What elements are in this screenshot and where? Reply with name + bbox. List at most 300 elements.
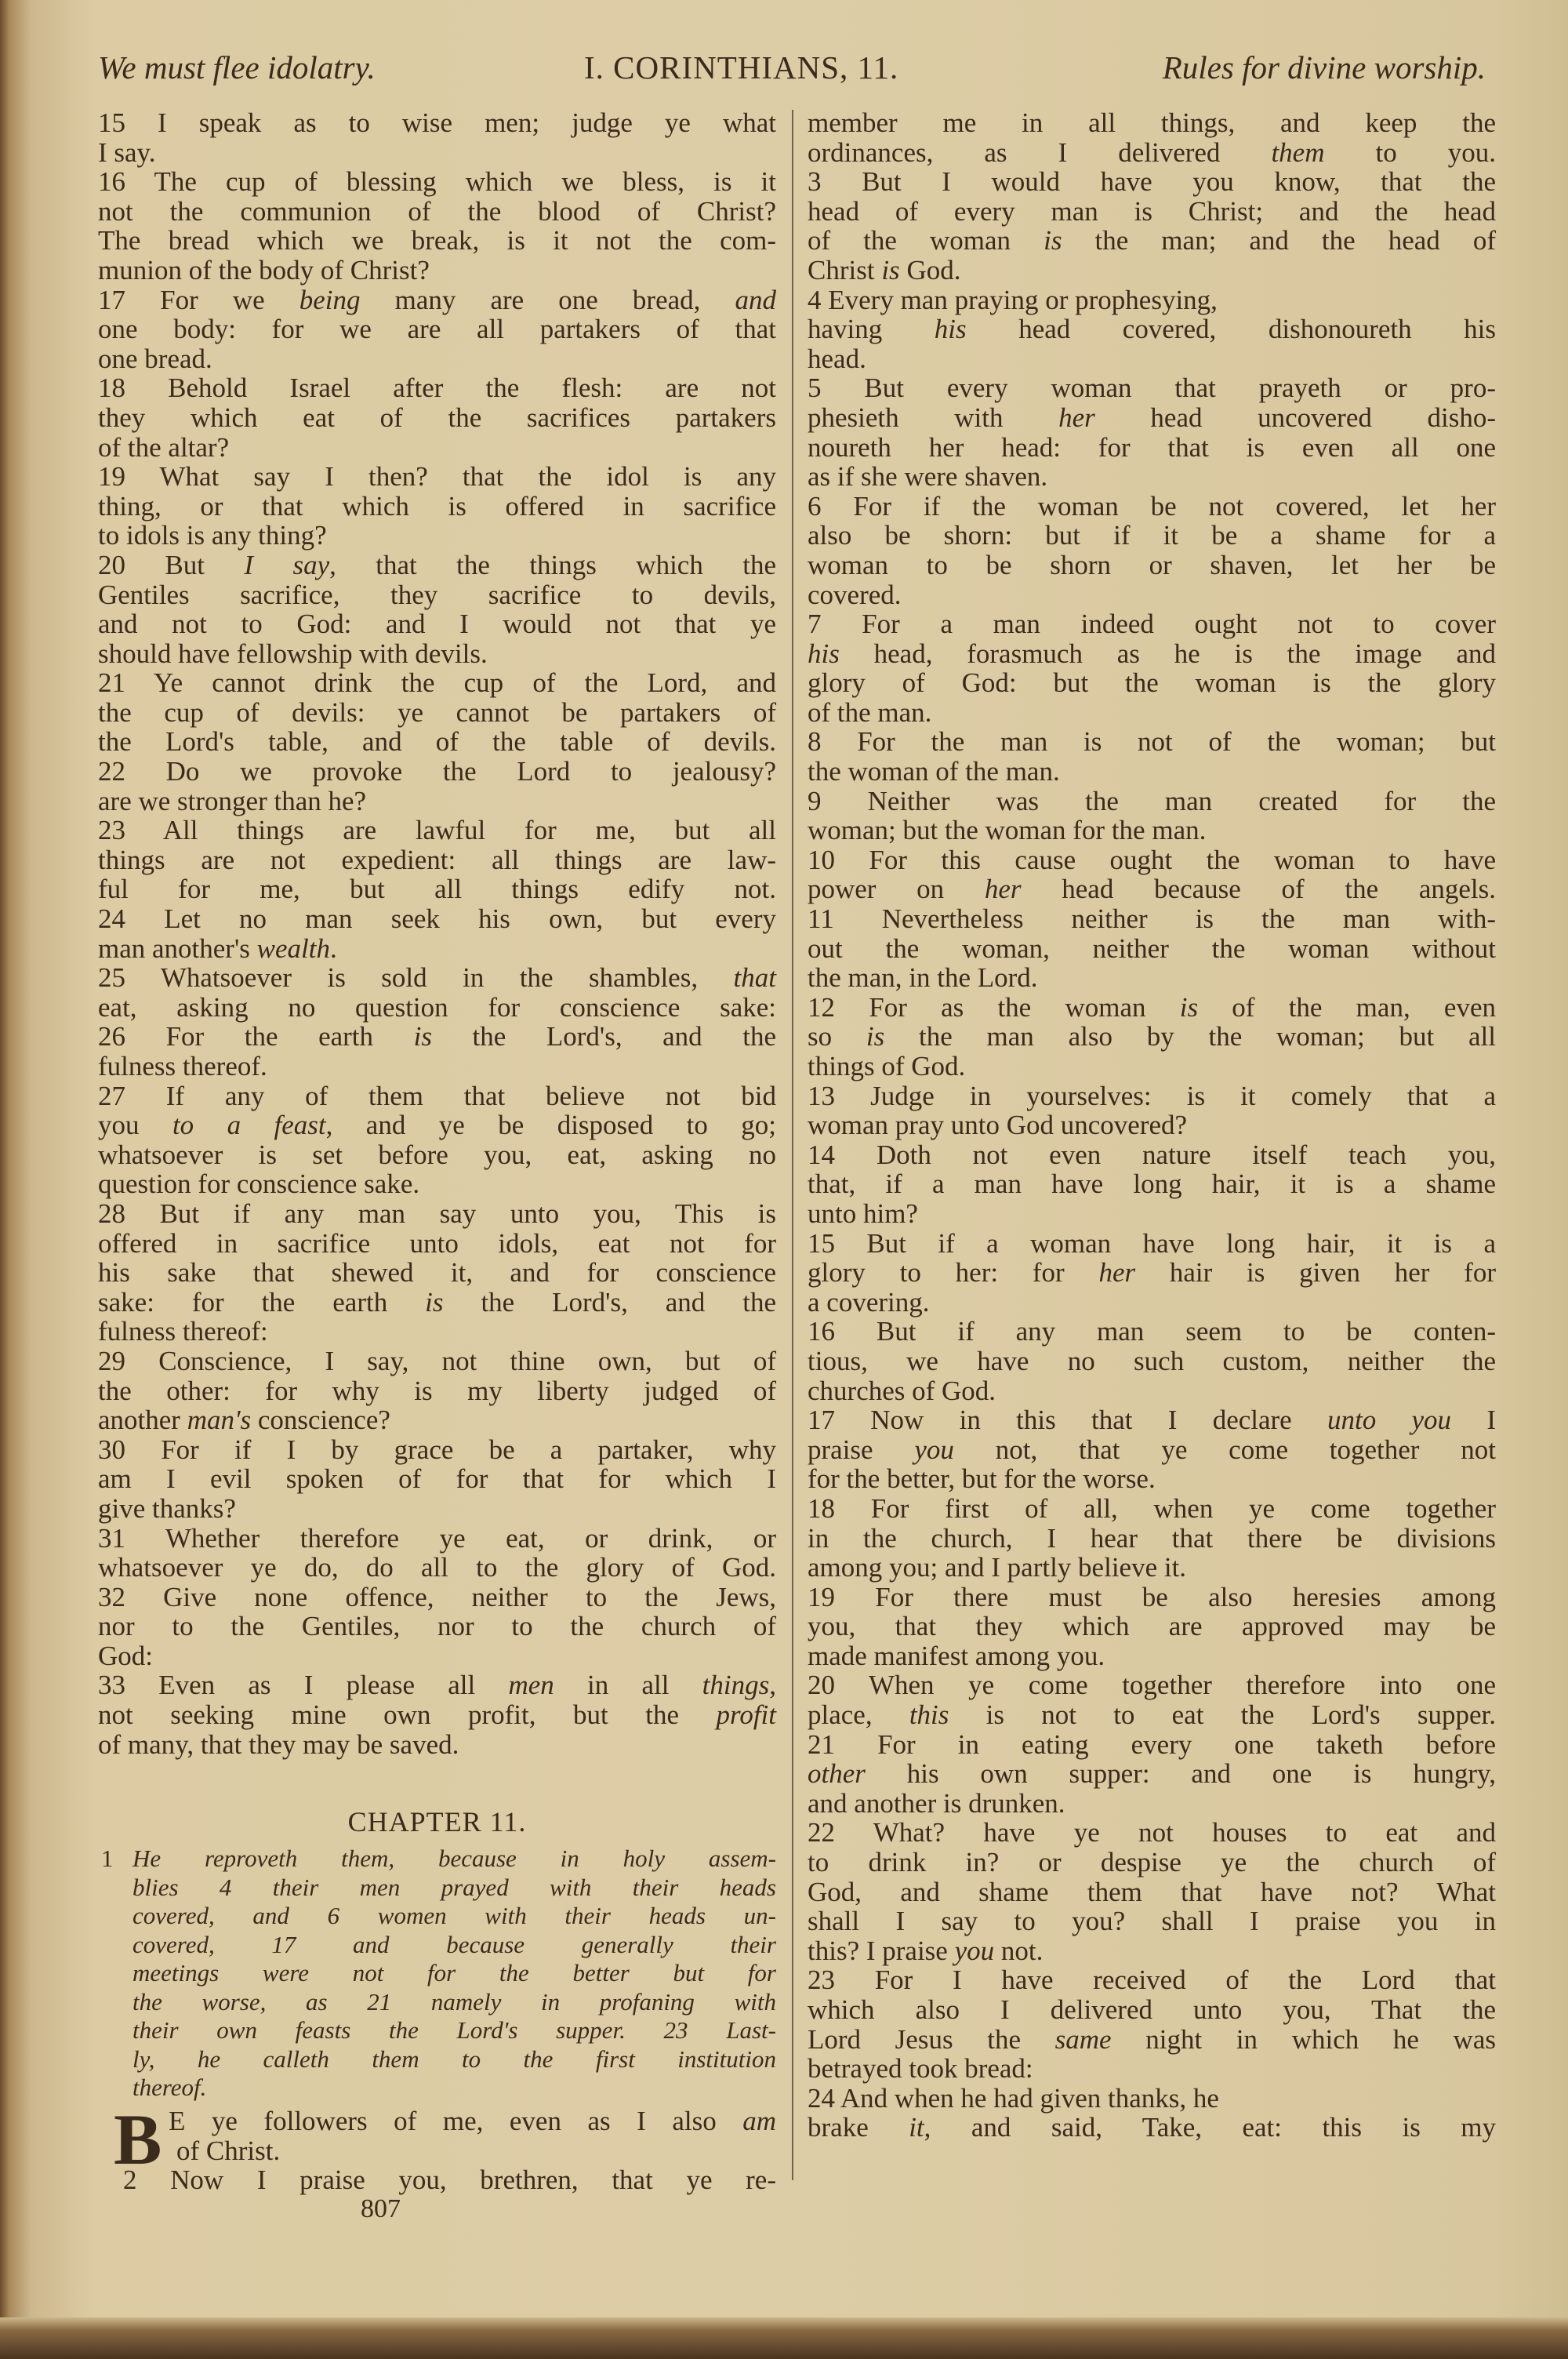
italic-text: you (954, 1935, 995, 1966)
italic-text: his (808, 638, 840, 669)
text: praise (808, 1434, 915, 1465)
italic-text: his (934, 314, 967, 345)
text: out the woman, neither the woman without (808, 932, 1496, 964)
text: head, forasmuch as he is the image and (839, 638, 1496, 669)
text: , and ye be disposed to go; (325, 1110, 777, 1141)
text: 28 But if any man say unto you, This is (98, 1198, 776, 1229)
text: 5 But every woman that prayeth or pro- (808, 373, 1496, 404)
italic-text: her (1058, 402, 1095, 433)
header-book-chapter: I. CORINTHIANS, 11. (584, 49, 899, 85)
text: one bread. (98, 343, 212, 374)
text: of the altar? (98, 431, 230, 463)
text-line (808, 1464, 1496, 1494)
text: Christ (808, 254, 882, 285)
text: 30 For if I by grace be a partaker, why (98, 1434, 776, 1465)
opening-line: of Christ. (176, 2135, 281, 2166)
text: 22 What? have ye not houses to eat and (808, 1817, 1496, 1848)
text-line (98, 167, 776, 197)
text: 25 Whatsoever is sold in the shambles, (98, 962, 734, 994)
text: . (329, 932, 337, 964)
text-line (808, 1524, 1496, 1554)
text: many are one bread, (360, 284, 735, 315)
text-line (98, 1524, 776, 1554)
text-line (808, 1906, 1496, 1936)
text: woman to be shorn or shaven, let her be (808, 549, 1496, 580)
text-line (808, 1612, 1496, 1641)
text: 21 Ye cannot drink the cup of the Lord, and (98, 667, 776, 699)
page-number: 807 (361, 2194, 401, 2223)
summary-line (98, 1988, 776, 2017)
text-line (98, 1258, 776, 1288)
text-line (808, 904, 1496, 934)
text-line (808, 551, 1496, 580)
text: of the man. (808, 696, 932, 728)
italic-text: this (909, 1699, 949, 1731)
summary-number: 1 (101, 1845, 114, 1872)
italic-text: you (914, 1434, 954, 1465)
text: brake (808, 2112, 909, 2143)
italic-text: them (1271, 136, 1325, 168)
text-line (808, 1376, 1496, 1406)
text: in all (554, 1670, 702, 1701)
text: things are not expedient: all things are law- (98, 844, 776, 875)
text-line (98, 1081, 776, 1111)
opening-italic: am (742, 2106, 776, 2136)
text: the Lord's, and the (443, 1286, 776, 1318)
text-line (808, 1936, 1496, 1966)
text: not. (994, 1935, 1044, 1966)
text-line (98, 1169, 776, 1199)
text: 6 For if the woman be not covered, let her (808, 490, 1496, 522)
text: having (808, 314, 935, 345)
chapter-heading: CHAPTER 11. (347, 1806, 527, 1837)
text: , and said, Take, eat: this is my (924, 2112, 1496, 2143)
text-line (98, 1140, 776, 1170)
text-line (98, 1583, 776, 1612)
italic-text: is (866, 1021, 885, 1052)
text: woman pray unto God uncovered? (808, 1110, 1188, 1141)
text: The bread which we break, is it not the com- (98, 225, 776, 256)
text-line (808, 1022, 1496, 1052)
text: offered in sacrifice unto idols, eat not for (98, 1227, 776, 1259)
text-line (98, 757, 776, 787)
text: 13 Judge in yourselves: is it comely that a (808, 1080, 1496, 1111)
text-line (98, 727, 776, 757)
text: am I evil spoken of for that for which I (98, 1463, 776, 1495)
text-line (808, 2113, 1496, 2143)
text: they which eat of the sacrifices partakers (98, 402, 776, 433)
opening-line (169, 2106, 776, 2136)
text-line (98, 904, 776, 934)
italic-text: being (299, 284, 361, 315)
running-header (98, 49, 1486, 88)
text-line (98, 963, 776, 993)
right-column (808, 108, 1496, 2143)
text: so (808, 1021, 866, 1052)
text: whatsoever is set before you, eat, asking no (98, 1139, 776, 1170)
text: this? I praise (808, 1935, 955, 1966)
text-line (808, 1848, 1496, 1877)
italic-text: her (1098, 1257, 1136, 1289)
summary-line (98, 1902, 776, 1931)
text: and another is drunken. (808, 1787, 1065, 1819)
text: another (98, 1405, 187, 1436)
text: , that the things which the (329, 549, 776, 580)
text-line (808, 816, 1496, 845)
text: God: (98, 1640, 153, 1671)
text: of the man, even (1198, 991, 1496, 1023)
text: in the church, I hear that there be divisions (808, 1522, 1496, 1554)
text: is not to eat the Lord's supper. (949, 1699, 1497, 1731)
text-line (98, 108, 776, 138)
text: the woman of the man. (808, 756, 1060, 787)
text-line (98, 1553, 776, 1583)
text-line (808, 1700, 1496, 1730)
text-line (808, 167, 1496, 197)
text: give thanks? (98, 1492, 236, 1524)
text: 17 Now in this that I declare (808, 1405, 1327, 1436)
text-line (808, 1730, 1496, 1760)
text: head covered, dishonoureth his (966, 314, 1496, 345)
text-line (98, 1229, 776, 1259)
text: 15 I speak as to wise men; judge ye what (98, 107, 776, 138)
text-line (808, 639, 1496, 669)
text: hair is given her for (1135, 1257, 1496, 1289)
text: noureth her head: for that is even all one (808, 431, 1496, 463)
text-line (98, 698, 776, 728)
text-line (808, 1818, 1496, 1848)
text: 19 For there must be also heresies among (808, 1581, 1496, 1612)
text-line (808, 1965, 1496, 1995)
summary-text: ly, he calleth them to the first institution (132, 2045, 776, 2073)
text-line (808, 1258, 1496, 1288)
summary-text: the worse, as 21 namely in profaning with (132, 1987, 776, 2016)
text-line (808, 1494, 1496, 1524)
text-line (98, 1288, 776, 1318)
italic-text: men (508, 1670, 554, 1701)
text: 11 Nevertheless neither is the man with- (808, 903, 1496, 935)
text-line (98, 1405, 776, 1435)
header-right-topic: Rules for divine worship. (1162, 49, 1486, 85)
text-line (98, 934, 776, 964)
text: 12 For as the woman (808, 991, 1180, 1023)
text: I (1451, 1405, 1496, 1436)
italic-text: is (413, 1021, 432, 1052)
summary-text: covered, 17 and because generally their (132, 1930, 776, 1958)
text: a covering. (808, 1286, 930, 1318)
text-line (808, 1670, 1496, 1700)
text-line (808, 1789, 1496, 1819)
text: the Lord's table, and of the table of devils. (98, 726, 776, 758)
text: whatsoever ye do, do all to the glory of God. (98, 1552, 776, 1583)
text-line (98, 787, 776, 816)
text-line (98, 1612, 776, 1641)
drop-cap: B (114, 2099, 162, 2179)
summary-text: blies 4 their men prayed with their heads (132, 1873, 776, 1901)
text: 16 The cup of blessing which we bless, is it (98, 166, 776, 198)
text: question for conscience sake. (98, 1169, 420, 1200)
summary-line (98, 2016, 776, 2045)
text-line (98, 1022, 776, 1052)
text-line (98, 521, 776, 551)
text-line (808, 314, 1496, 344)
text: also be shorn: but if it be a shame for a (808, 520, 1496, 551)
text-line (98, 1641, 776, 1671)
text-line (98, 462, 776, 492)
text: tious, we have no such custom, neither the (808, 1345, 1496, 1376)
text: power on (808, 874, 985, 905)
text-line (808, 521, 1496, 551)
text-line (808, 668, 1496, 698)
text-line (808, 256, 1496, 285)
text: 31 Whether therefore ye eat, or drink, or (98, 1522, 776, 1554)
text: 24 And when he had given thanks, he (808, 2082, 1219, 2114)
text-line (808, 1110, 1496, 1140)
text: conscience? (251, 1405, 390, 1436)
text: 29 Conscience, I say, not thine own, but of (98, 1345, 776, 1376)
text-line (98, 314, 776, 344)
text-line (808, 1583, 1496, 1612)
text: churches of God. (808, 1375, 996, 1406)
italic-text: to a feast (172, 1110, 326, 1141)
text-line (98, 285, 776, 315)
text-line (98, 993, 776, 1023)
column-divider (792, 110, 793, 2180)
text-line (98, 1317, 776, 1347)
text-line (808, 108, 1496, 138)
text: as if she were shaven. (808, 461, 1048, 493)
italic-text: man's (187, 1405, 252, 1436)
summary-line (98, 2045, 776, 2074)
summary-line (98, 1959, 776, 1988)
text-line (98, 1464, 776, 1494)
text: betrayed took bread: (808, 2053, 1033, 2085)
text: the man, in the Lord. (808, 962, 1038, 994)
text: night in which he was (1111, 2023, 1496, 2055)
text: that, if a man have long hair, it is a shame (808, 1169, 1496, 1200)
text-line (98, 1376, 776, 1406)
text: 23 For I have received of the Lord that (808, 1965, 1496, 1996)
text-line (808, 727, 1496, 757)
text: unto him? (808, 1198, 918, 1229)
text-line (808, 1347, 1496, 1376)
text-line (808, 787, 1496, 816)
summary-text: thereof. (132, 2074, 207, 2101)
text-line (98, 1730, 776, 1760)
text-line (808, 1081, 1496, 1111)
text: not, that ye come together not (953, 1434, 1496, 1465)
text: 17 For we (98, 284, 299, 315)
text-line (98, 668, 776, 698)
text-line (808, 2025, 1496, 2055)
text: the man also by the woman; but all (884, 1021, 1496, 1052)
left-column (98, 108, 776, 1759)
text: glory of God: but the woman is the glory (808, 667, 1496, 699)
text: covered. (808, 579, 902, 610)
text: woman; but the woman for the man. (808, 815, 1207, 846)
summary-line (98, 1931, 776, 1960)
text-line (808, 2054, 1496, 2084)
text: glory to her: for (808, 1257, 1099, 1289)
italic-text: and (735, 284, 776, 315)
text: nor to the Gentiles, nor to the church of (98, 1611, 776, 1642)
italic-text: is (425, 1286, 444, 1318)
italic-text: same (1054, 2023, 1112, 2055)
text-line (98, 1670, 776, 1700)
text-line (808, 1317, 1496, 1347)
text-line (808, 1553, 1496, 1583)
text-line (808, 462, 1496, 492)
text-line (808, 1169, 1496, 1199)
verse-2-line: 2 Now I praise you, brethren, that ye re- (123, 2165, 776, 2196)
text: 21 For in eating every one taketh before (808, 1728, 1496, 1760)
text-line (808, 433, 1496, 463)
text-line (808, 344, 1496, 374)
summary-text: covered, and 6 women with their heads un- (132, 1902, 776, 1929)
text-line (808, 1229, 1496, 1259)
italic-text: is (1044, 225, 1062, 256)
text-line (808, 1759, 1496, 1789)
text: 4 Every man praying or prophesying, (808, 284, 1218, 315)
text-line (808, 580, 1496, 610)
text: man another's (98, 932, 257, 964)
text-line (808, 963, 1496, 993)
summary-line (98, 1874, 776, 1903)
text-line (98, 492, 776, 522)
italic-text: is (1179, 991, 1199, 1023)
text-line (98, 373, 776, 403)
text-line (808, 1641, 1496, 1671)
text-line (808, 845, 1496, 875)
text: ordinances, as I delivered (808, 136, 1272, 168)
text: for the better, but for the worse. (808, 1463, 1156, 1495)
text: Lord Jesus the (808, 2023, 1055, 2055)
summary-text: He reproveth them, because in holy assem- (132, 1845, 776, 1872)
italic-text: that (733, 962, 776, 994)
chapter-summary (98, 1845, 776, 2103)
text: 16 But if any man seem to be conten- (808, 1316, 1496, 1347)
text: eat, asking no question for conscience sake: (98, 991, 776, 1023)
text: Gentiles sacrifice, they sacrifice to devils, (98, 579, 776, 610)
italic-text: other (808, 1758, 866, 1790)
text: , (769, 1670, 776, 1701)
text: you (98, 1110, 172, 1141)
text-line (808, 1405, 1496, 1435)
text: ful for me, but all things edify not. (98, 874, 776, 905)
text: fulness thereof. (98, 1051, 267, 1081)
summary-line (98, 1845, 776, 1874)
text-line (98, 344, 776, 374)
text-line (98, 1435, 776, 1465)
italic-text: is (881, 254, 900, 285)
italic-text: things (702, 1670, 770, 1701)
text: 27 If any of them that believe not bid (98, 1080, 776, 1111)
text: head. (808, 343, 866, 374)
text: 18 For first of all, when ye come together (808, 1492, 1496, 1524)
text: I say. (98, 136, 156, 168)
text-line (808, 1435, 1496, 1465)
text-line (808, 1052, 1496, 1081)
italic-text: wealth (256, 932, 330, 964)
opening-text: E ye followers of me, even as I also (169, 2106, 743, 2136)
text: things of God. (808, 1051, 966, 1081)
text: shall I say to you? shall I praise you in (808, 1906, 1496, 1937)
text: to you. (1324, 136, 1496, 168)
text: 14 Doth not even nature itself teach you, (808, 1139, 1496, 1170)
text-line (98, 1110, 776, 1140)
text-line (808, 934, 1496, 964)
text-line (98, 197, 776, 227)
text: 20 But (98, 549, 245, 580)
text: 15 But if a woman have long hair, it is a (808, 1227, 1496, 1259)
text-line (808, 138, 1496, 168)
text-line (808, 1199, 1496, 1229)
text-line (808, 757, 1496, 787)
text-line (808, 698, 1496, 728)
text-line (98, 845, 776, 875)
summary-text: meetings were not for the better but for (132, 1959, 776, 1986)
summary-text: their own feasts the Lord's supper. 23 Last- (132, 2016, 776, 2044)
text: munion of the body of Christ? (98, 254, 430, 285)
text-line (98, 1052, 776, 1081)
text-line (808, 197, 1496, 227)
italic-text: her (984, 874, 1022, 905)
text-line (98, 138, 776, 168)
text: God. (899, 254, 961, 285)
text: phesieth with (808, 402, 1059, 433)
text-line (808, 373, 1496, 403)
text: place, (808, 1699, 909, 1731)
text: the Lord's, and the (431, 1021, 777, 1052)
header-left-topic: We must flee idolatry. (98, 49, 376, 85)
text: his own supper: and one is hungry, (865, 1758, 1496, 1790)
text: sake: for the earth (98, 1286, 426, 1318)
text: 9 Neither was the man created for the (808, 785, 1496, 816)
chapter-opening (98, 2099, 776, 2196)
text: 18 Behold Israel after the flesh: are not (98, 373, 776, 404)
text-line (98, 874, 776, 904)
text: head uncovered disho- (1094, 402, 1496, 433)
text-line (808, 492, 1496, 522)
text-line (98, 580, 776, 610)
text: thing, or that which is offered in sacrifice (98, 490, 776, 522)
text-line (98, 1700, 776, 1730)
text: 22 Do we provoke the Lord to jealousy? (98, 756, 776, 787)
text-line (98, 226, 776, 256)
text: head of every man is Christ; and the head (808, 195, 1496, 227)
text-line (808, 1140, 1496, 1170)
page-bottom-edge (0, 2317, 1568, 2359)
text: among you; and I partly believe it. (808, 1552, 1187, 1583)
text: to idols is any thing? (98, 520, 327, 551)
text: 32 Give none offence, neither to the Jews, (98, 1581, 776, 1612)
text: 24 Let no man seek his own, but every (98, 903, 776, 935)
text: 3 But I would have you know, that the (808, 166, 1496, 198)
text-line (808, 993, 1496, 1023)
text-line (98, 1494, 776, 1524)
text: not seeking mine own profit, but the (98, 1699, 717, 1731)
text: the cup of devils: ye cannot be partakers of (98, 696, 776, 728)
text: are we stronger than he? (98, 785, 367, 816)
text: which also I delivered unto you, That the (808, 1994, 1496, 2025)
text: 26 For the earth (98, 1021, 414, 1052)
text: you, that they which are approved may be (808, 1611, 1496, 1642)
text: 8 For the man is not of the woman; but (808, 726, 1496, 758)
text-line (808, 1877, 1496, 1907)
text: of many, that they may be saved. (98, 1728, 459, 1760)
text-line (808, 874, 1496, 904)
text-line (98, 1347, 776, 1376)
